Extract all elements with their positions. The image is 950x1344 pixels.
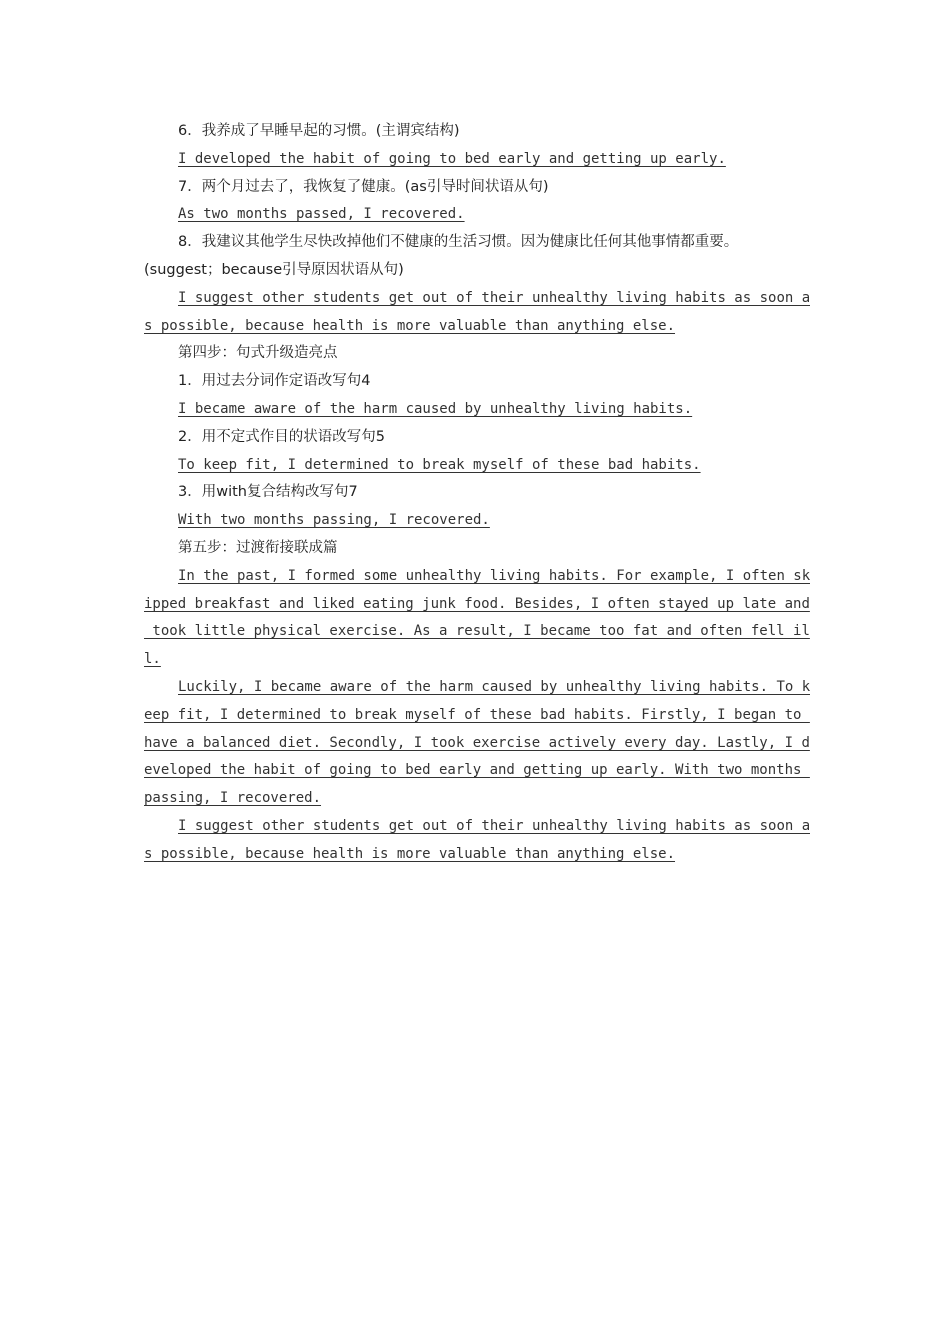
- step5-heading: 第五步：过渡衔接联成篇: [178, 539, 338, 556]
- essay-line: have a balanced diet. Secondly, I took exercise actively every day. Lastly, I d: [144, 734, 810, 751]
- essay-line: took little physical exercise. As a result, I became too fat and often fell il: [144, 623, 810, 640]
- document-content: [144, 118, 810, 869]
- essay-paragraph-2: [144, 674, 810, 813]
- essay-line: ipped breakfast and liked eating junk food. Besides, I often stayed up late and: [144, 595, 810, 612]
- step4-item2-answer: To keep fit, I determined to break myself of these bad habits.: [178, 456, 701, 473]
- item6-answer: I developed the habit of going to bed early and getting up early.: [178, 150, 726, 167]
- essay-line: s possible, because health is more valuable than anything else.: [144, 845, 676, 862]
- essay-line: Luckily, I became aware of the harm caused by unhealthy living habits. To k: [178, 678, 810, 695]
- item7-prompt: 7．两个月过去了，我恢复了健康。(as引导时间状语从句): [178, 178, 549, 195]
- step4-item3-answer: With two months passing, I recovered.: [178, 512, 490, 529]
- step4-heading: 第四步：句式升级造亮点: [178, 345, 338, 362]
- essay-line: eep fit, I determined to break myself of these bad habits. Firstly, I began to: [144, 706, 810, 723]
- essay-line: I suggest other students get out of their unhealthy living habits as soon a: [178, 817, 810, 834]
- essay-paragraph-1: [144, 563, 810, 674]
- step4-item1-prompt: 1．用过去分词作定语改写句4: [178, 373, 371, 390]
- step4-item2-prompt: 2．用不定式作目的状语改写句5: [178, 428, 385, 445]
- step4-item1-answer: I became aware of the harm caused by unhealthy living habits.: [178, 400, 693, 417]
- item8-prompt-line2: (suggest；because引导原因状语从句): [144, 261, 404, 278]
- essay-line: passing, I recovered.: [144, 790, 322, 807]
- item8-answer-line2: s possible, because health is more valuable than anything else.: [144, 317, 676, 334]
- item8-prompt-line1: 8．我建议其他学生尽快改掉他们不健康的生活习惯。因为健康比任何其他事情都重要。: [178, 234, 739, 251]
- item6-prompt: 6．我养成了早睡早起的习惯。(主谓宾结构): [178, 123, 460, 139]
- essay-line: eveloped the habit of going to bed early and getting up early. With two months: [144, 762, 810, 779]
- essay-line: In the past, I formed some unhealthy living habits. For example, I often sk: [178, 567, 810, 584]
- item7-answer: As two months passed, I recovered.: [178, 206, 465, 223]
- step4-item3-prompt: 3．用with复合结构改写句7: [178, 484, 358, 501]
- item8-answer-line1: I suggest other students get out of their unhealthy living habits as soon a: [178, 289, 810, 306]
- essay-paragraph-3: [144, 813, 810, 869]
- essay-line: l.: [144, 651, 161, 668]
